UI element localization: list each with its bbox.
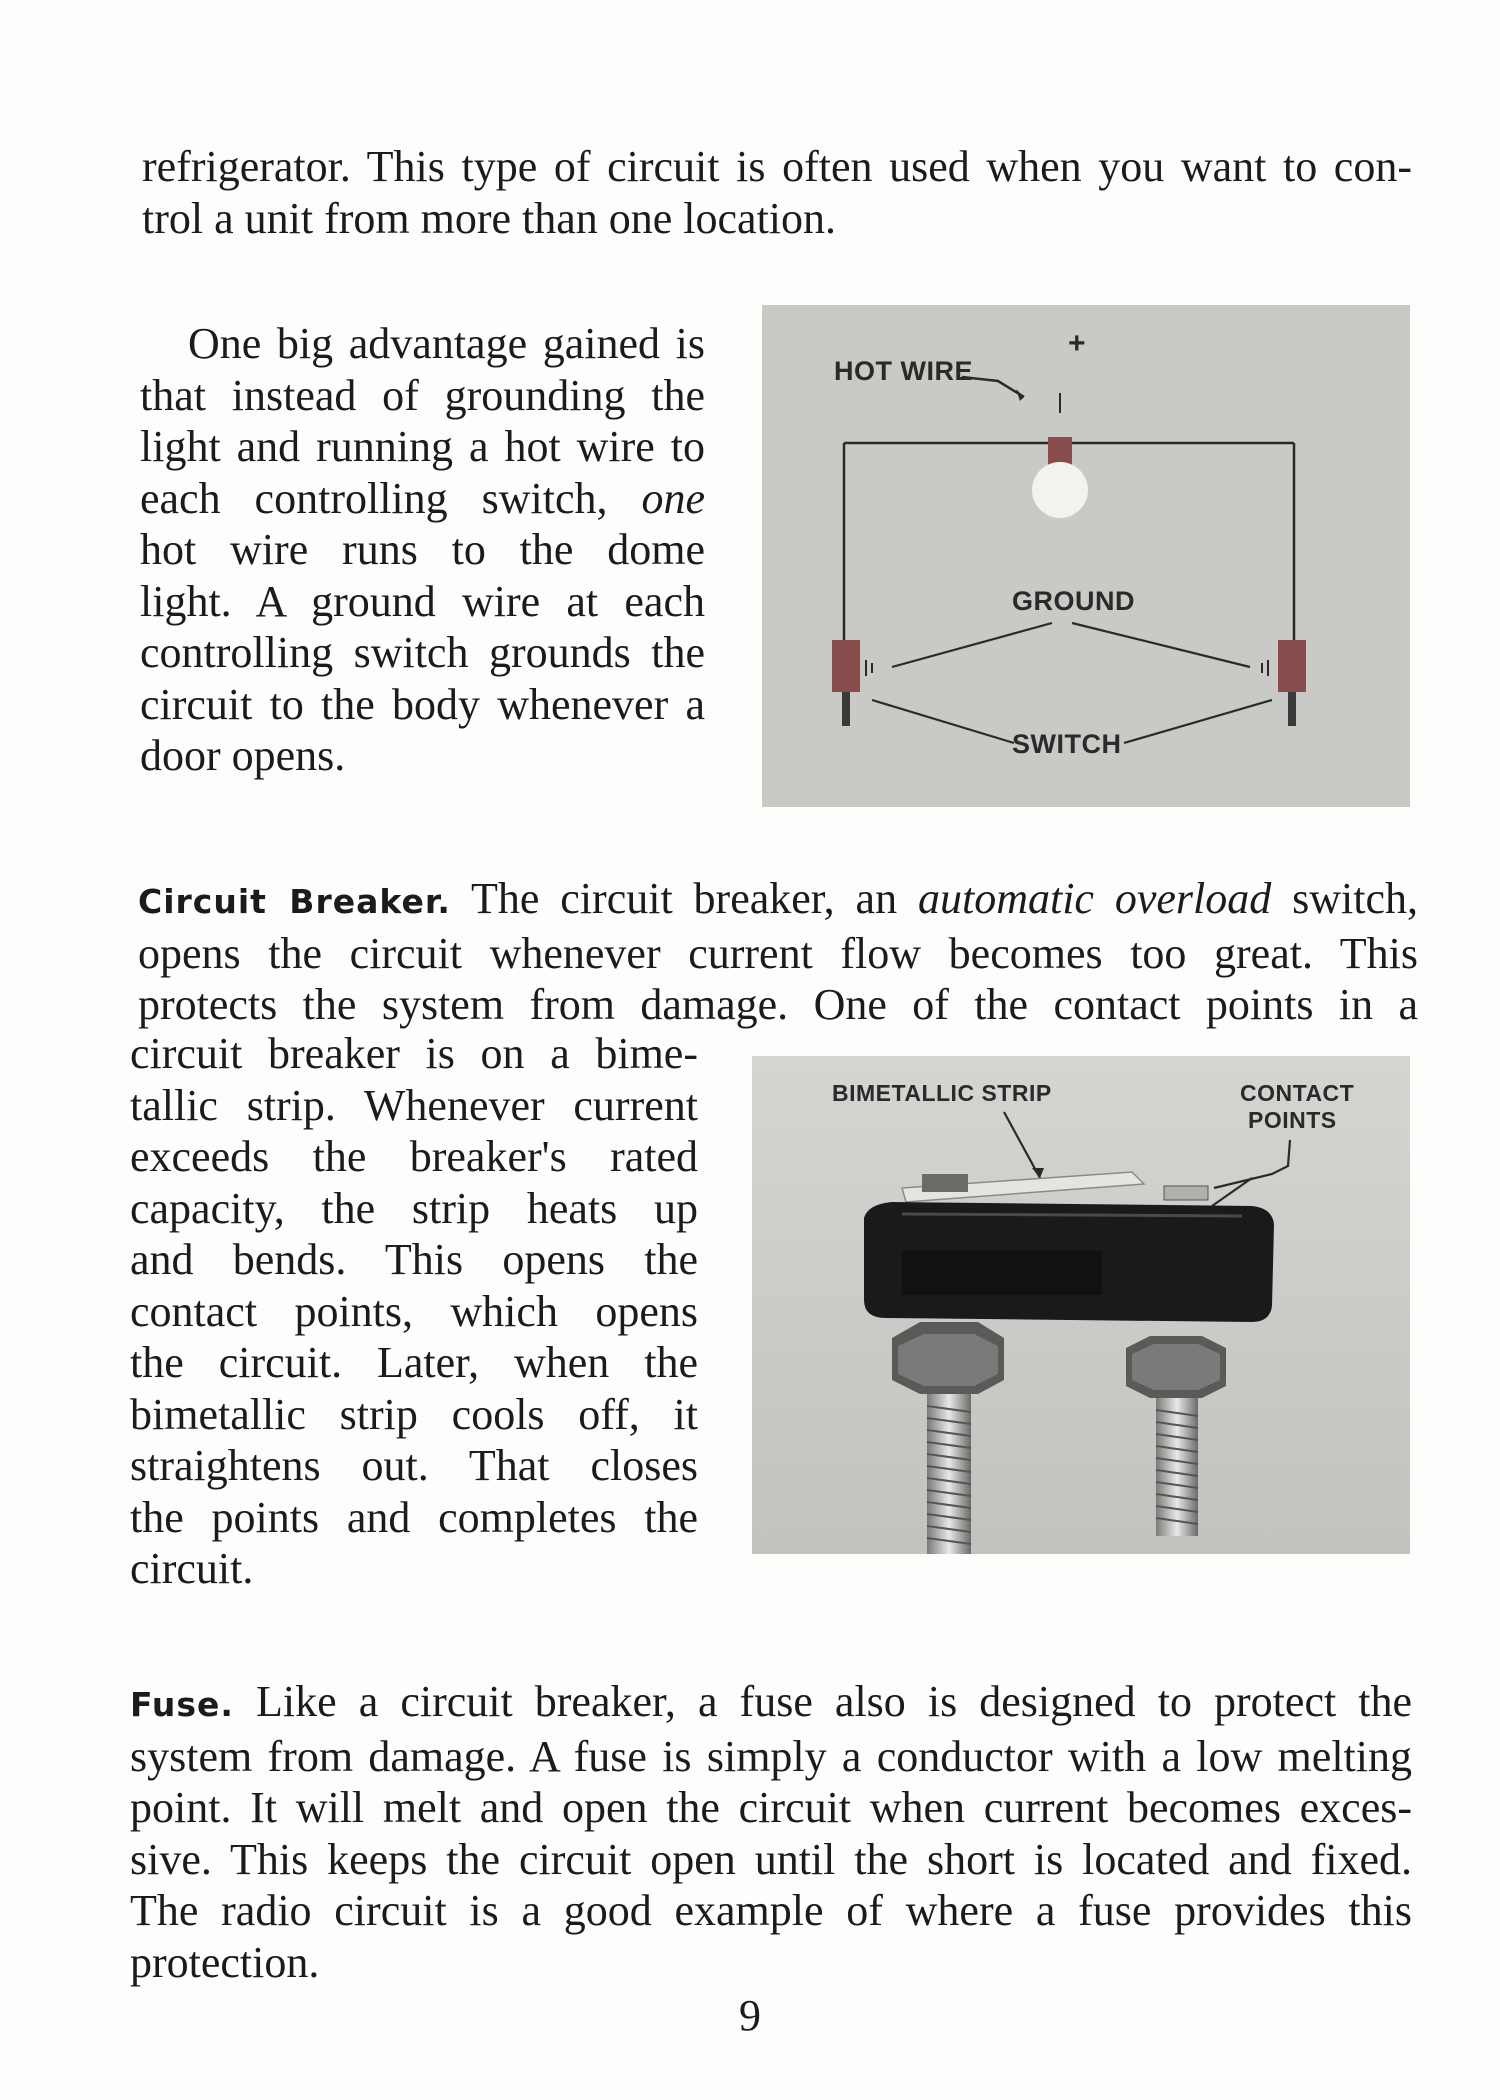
left-door-switch <box>832 640 860 692</box>
cb-side-line: straightens out. That closes <box>130 1441 698 1490</box>
fuse-line: system from damage. A fuse is simply a conductor with a low melting <box>130 1731 1412 1781</box>
advantage-line: One big advantage gained is <box>188 319 705 368</box>
base-recess <box>902 1251 1102 1295</box>
intro-line: refrigerator. This type of circuit is often used when you want to con- <box>142 142 1412 191</box>
dome-light-bulb <box>1032 462 1088 518</box>
cb-side-line: and bends. This opens the <box>130 1235 698 1284</box>
advantage-line <box>140 473 705 525</box>
advantage-line: that instead of grounding the <box>140 370 705 420</box>
right-bolt <box>1156 1398 1198 1536</box>
circuit-breaker-side-column <box>130 1028 698 1595</box>
fuse-paragraph <box>130 1676 1412 1988</box>
cb-text-a: The circuit breaker, an <box>471 874 898 923</box>
cb-side-line: tallic strip. Whenever current <box>130 1080 698 1130</box>
upper-contact-point <box>1164 1186 1208 1200</box>
switch-line-left <box>872 700 1014 743</box>
page-number: 9 <box>739 1991 761 2040</box>
cb-side-line: circuit. <box>130 1544 254 1593</box>
fuse-heading: Fuse. <box>130 1685 234 1724</box>
intro-line: trol a unit from more than one location. <box>142 193 837 243</box>
circuit-diagram-svg <box>762 305 1410 807</box>
right-nut-face <box>1132 1344 1220 1390</box>
circuit-breaker-photo-svg <box>752 1056 1410 1554</box>
fuse-line: The radio circuit is a good example of where a fuse provides this <box>130 1886 1412 1935</box>
contact-label-line2: POINTS <box>1248 1107 1337 1133</box>
circuit-breaker-line: protects the system from damage. One of the contact points in a <box>138 980 1418 1029</box>
switch-label: SWITCH <box>1012 729 1122 759</box>
cb-side-line: bimetallic strip cools off, it <box>130 1389 698 1439</box>
left-nut-face <box>898 1334 998 1386</box>
advantage-line: hot wire runs to the dome <box>140 525 705 574</box>
plus-sign: + <box>1068 327 1087 360</box>
fuse-text: Like a circuit breaker, a fuse also is designed to protect the <box>256 1677 1413 1726</box>
advantage-text: each controlling switch, <box>140 473 608 523</box>
advantage-paragraph <box>140 318 705 782</box>
cb-side-line: the circuit. Later, when the <box>130 1338 698 1387</box>
hot-wire-label: HOT WIRE <box>834 356 973 386</box>
right-switch-plunger <box>1288 692 1296 726</box>
cb-side-line: exceeds the breaker's rated <box>130 1132 698 1181</box>
cb-italic: automatic overload <box>917 874 1272 923</box>
bimetallic-strip-label: BIMETALLIC STRIP <box>832 1080 1052 1106</box>
cb-side-line: contact points, which opens <box>130 1286 698 1336</box>
left-switch-plunger <box>842 692 850 726</box>
base-highlight <box>902 1214 1242 1216</box>
fuse-line: protection. <box>130 1937 320 1987</box>
circuit-breaker-photo <box>752 1056 1410 1554</box>
advantage-line: light and running a hot wire to <box>140 422 705 471</box>
strip-rivet <box>922 1174 968 1192</box>
ground-label: GROUND <box>1012 586 1135 616</box>
advantage-line: light. A ground wire at each <box>140 576 705 626</box>
cb-side-line: the points and completes the <box>130 1492 698 1542</box>
advantage-line: door opens. <box>140 731 346 780</box>
cb-side-line: circuit breaker is on a bime- <box>130 1029 698 1078</box>
fuse-line: sive. This keeps the circuit open until the short is located and fixed. <box>130 1834 1412 1884</box>
cb-side-line: capacity, the strip heats up <box>130 1183 698 1233</box>
intro-paragraph <box>142 141 1412 244</box>
ground-line-left <box>892 623 1052 667</box>
right-door-switch <box>1278 640 1306 692</box>
fuse-line <box>130 1676 1412 1731</box>
contact-label-line1: CONTACT <box>1240 1080 1355 1106</box>
circuit-breaker-heading: Circuit Breaker. <box>138 882 451 921</box>
advantage-line: controlling switch grounds the <box>140 628 705 677</box>
fuse-line: point. It will melt and open the circuit when current becomes exces- <box>130 1783 1412 1832</box>
ground-line-right <box>1072 623 1250 667</box>
dome-light-circuit-diagram <box>762 305 1410 807</box>
advantage-line: circuit to the body whenever a <box>140 679 705 729</box>
circuit-breaker-line: opens the circuit whenever current flow becomes too great. This <box>138 928 1418 978</box>
emphasis-one: one <box>641 473 706 523</box>
switch-line-right <box>1124 700 1272 743</box>
circuit-breaker-paragraph <box>138 873 1418 1031</box>
circuit-breaker-line <box>138 873 1418 928</box>
cb-text-b: switch, <box>1292 874 1418 923</box>
